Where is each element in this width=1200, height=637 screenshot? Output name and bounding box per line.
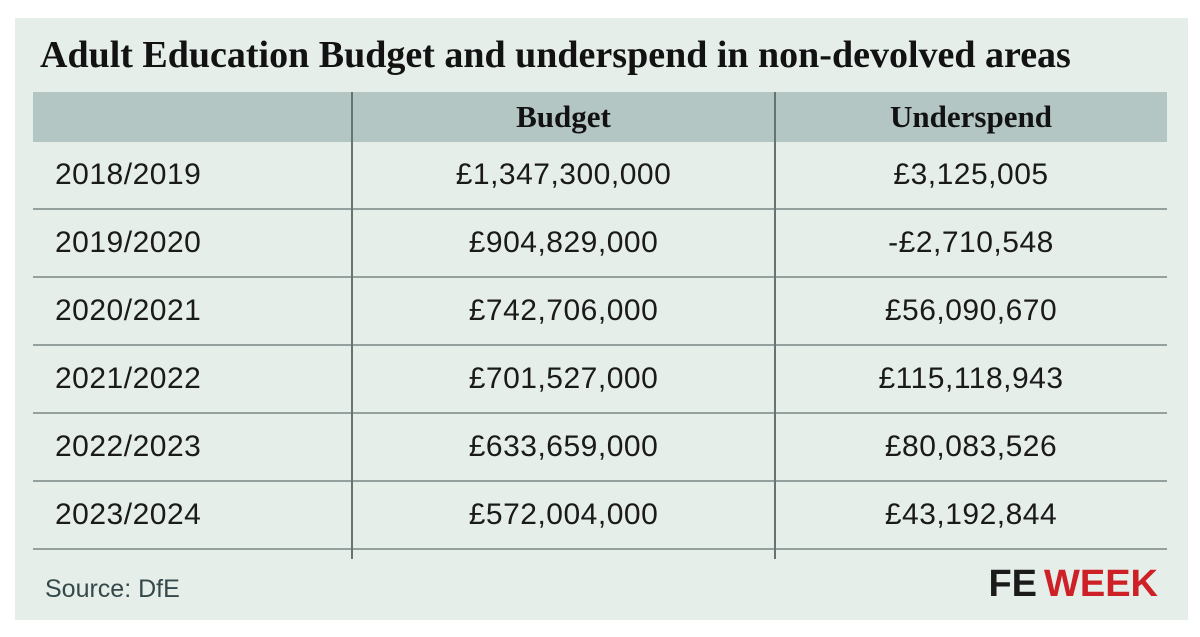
feweek-logo: [988, 563, 1158, 606]
budget-cell: £701,527,000: [468, 362, 659, 395]
budget-cell: £633,659,000: [468, 430, 659, 463]
table-row: [33, 278, 1167, 346]
year-cell: 2020/2021: [55, 294, 202, 327]
table-row: [33, 142, 1167, 210]
table-row: [33, 210, 1167, 278]
budget-cell: £1,347,300,000: [455, 158, 672, 191]
table-row: [33, 482, 1167, 550]
underspend-cell: £115,118,943: [878, 362, 1064, 395]
year-cell: 2019/2020: [55, 226, 202, 259]
underspend-cell: £80,083,526: [884, 430, 1058, 463]
header-cell-underspend: Underspend: [890, 99, 1052, 134]
year-cell: 2023/2024: [55, 498, 202, 531]
logo-week: WEEK: [1044, 563, 1158, 605]
budget-cell: £572,004,000: [468, 498, 659, 531]
underspend-cell: -£2,710,548: [888, 226, 1054, 259]
year-cell: 2021/2022: [55, 362, 202, 395]
logo-fe: FE: [988, 563, 1037, 605]
budget-cell: £742,706,000: [468, 294, 659, 327]
table-header-row: [33, 92, 1167, 142]
budget-cell: £904,829,000: [468, 226, 659, 259]
column-divider: [774, 92, 776, 559]
underspend-cell: £3,125,005: [893, 158, 1049, 191]
underspend-cell: £43,192,844: [884, 498, 1058, 531]
underspend-cell: £56,090,670: [884, 294, 1058, 327]
table-row: [33, 346, 1167, 414]
page-title: Adult Education Budget and underspend in non-devolved areas: [40, 34, 1071, 76]
header-cell-budget: Budget: [516, 99, 611, 134]
year-cell: 2018/2019: [55, 158, 202, 191]
column-divider: [351, 92, 353, 559]
table-row: [33, 414, 1167, 482]
data-table: [33, 92, 1167, 550]
year-cell: 2022/2023: [55, 430, 202, 463]
table-card: [15, 18, 1188, 620]
source-label: Source: DfE: [45, 575, 180, 603]
